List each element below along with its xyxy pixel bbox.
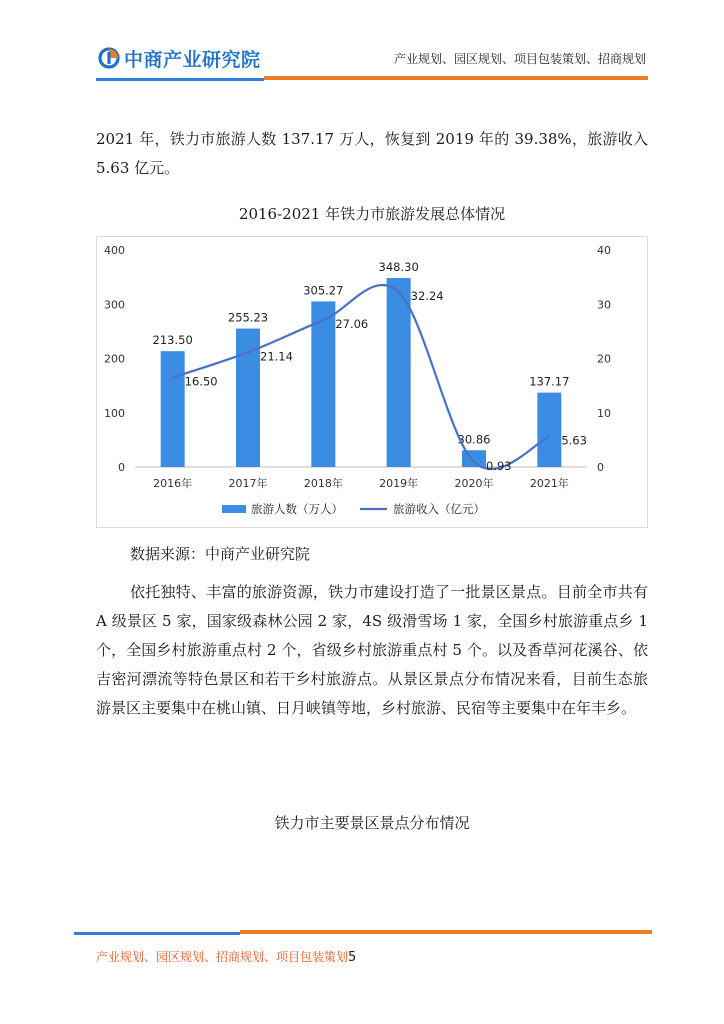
page-number: 5	[348, 950, 357, 965]
line-data-label: 0.93	[486, 458, 512, 473]
footer-divider-orange	[240, 930, 652, 934]
body-paragraph: 依托独特、丰富的旅游资源，铁力市建设打造了一批景区景点。目前全市共有 A 级景区 5 家，国家级森林公园 2 家，4S 级滑雪场 1 家，全国乡村旅游重点乡 1 个，全国乡村旅游重点村 2 个，省级乡村旅游重点村 5 个。以及香草河花溪谷、依吉密河漂流等特色景区和若干乡村旅游点。从景区景点分布情况来看，目前生态旅游景区主要集中在桃山镇、日月峡镇等地，乡村旅游、民宿等主要集中在年丰乡。	[96, 583, 648, 717]
y-left-tick-label: 100	[104, 406, 125, 420]
tourism-chart	[96, 236, 648, 528]
x-tick-label: 2020年	[454, 477, 494, 490]
company-logo-icon	[98, 47, 120, 69]
line-data-label: 16.50	[184, 374, 218, 389]
header-divider-blue	[96, 78, 264, 81]
header-divider-orange	[264, 76, 648, 80]
logo-text: 中商产业研究院	[124, 48, 261, 71]
x-tick-label: 2016年	[153, 477, 193, 490]
bar-visitors	[537, 393, 561, 467]
x-tick-label: 2017年	[228, 477, 268, 490]
y-right-tick-label: 40	[597, 244, 611, 257]
line-data-label: 32.24	[410, 289, 444, 304]
y-left-tick-label: 200	[104, 352, 125, 366]
y-right-tick-label: 10	[597, 406, 611, 420]
bar-data-label: 305.27	[303, 283, 344, 298]
footer	[96, 948, 356, 965]
header-tagline: 产业规划、园区规划、项目包装策划、招商规划	[393, 52, 646, 66]
line-data-label: 5.63	[561, 433, 587, 448]
y-right-tick-label: 30	[597, 298, 611, 312]
bar-visitors	[161, 351, 185, 467]
x-tick-label: 2021年	[529, 477, 569, 490]
footer-text: 产业规划、园区规划、招商规划、项目包装策划	[96, 950, 349, 964]
section-caption: 铁力市主要景区景点分布情况	[274, 814, 470, 832]
bar-visitors	[462, 450, 486, 467]
bar-data-label: 255.23	[227, 310, 269, 325]
chart-svg	[97, 237, 647, 527]
bar-data-label: 348.30	[378, 260, 419, 275]
line-data-label: 27.06	[335, 317, 369, 332]
footer-divider-blue	[74, 932, 240, 935]
y-right-tick-label: 0	[597, 461, 604, 474]
data-source: 数据来源：中商产业研究院	[130, 545, 311, 563]
bar-data-label: 213.50	[152, 333, 193, 348]
legend-line-label: 旅游收入（亿元）	[393, 502, 485, 516]
bar-visitors	[387, 278, 411, 467]
bar-data-label: 137.17	[529, 374, 570, 389]
intro-paragraph: 2021 年，铁力市旅游人数 137.17 万人，恢复到 2019 年的 39.38%，旅游收入 5.63 亿元。	[96, 130, 648, 177]
legend-bar-swatch	[222, 505, 246, 513]
x-tick-label: 2019年	[379, 477, 419, 490]
bar-data-label: 30.86	[457, 432, 491, 447]
header-logo	[98, 44, 261, 72]
chart-caption: 2016-2021 年铁力市旅游发展总体情况	[238, 205, 506, 223]
y-right-tick-label: 20	[597, 352, 611, 366]
y-left-tick-label: 0	[118, 461, 125, 474]
line-data-label: 21.14	[260, 349, 293, 364]
y-left-tick-label: 300	[104, 298, 125, 312]
x-tick-label: 2018年	[303, 477, 343, 490]
legend-bar-label: 旅游人数（万人）	[251, 502, 343, 516]
y-left-tick-label: 400	[104, 244, 125, 257]
bar-visitors	[311, 301, 335, 467]
